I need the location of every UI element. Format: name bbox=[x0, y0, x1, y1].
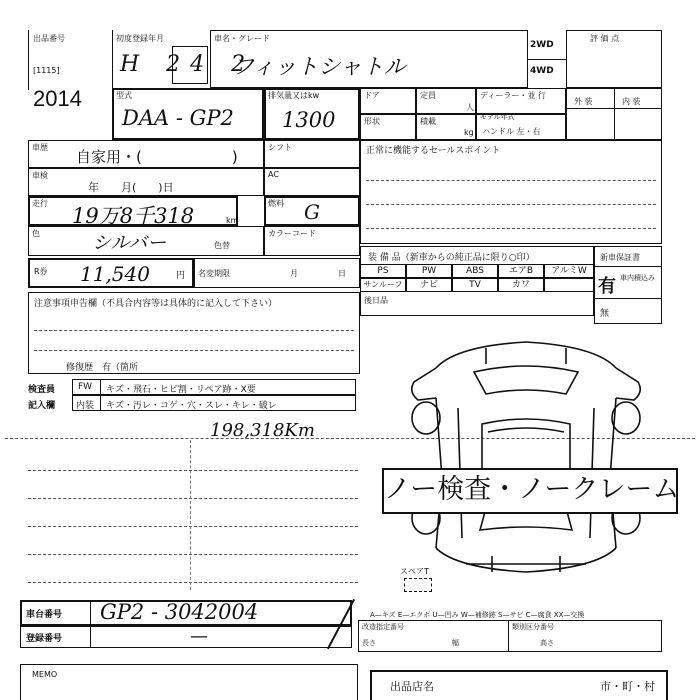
city-label: 市・町・村 bbox=[600, 680, 655, 693]
dotted-line bbox=[366, 228, 656, 229]
dealer-label: ディーラー・並 行 bbox=[480, 91, 546, 100]
registration-value: — bbox=[190, 626, 208, 647]
chassis-label: 車台番号 bbox=[26, 610, 63, 620]
recycle-value: 11,540 bbox=[80, 262, 150, 286]
chassis-value: GP2 - 3042004 bbox=[100, 600, 259, 624]
equipment-sunroof: サンルーフ bbox=[360, 278, 406, 292]
dotted-line bbox=[28, 554, 358, 555]
designated-label: 改造指定番号 bbox=[362, 623, 404, 631]
mileage-note: 198,318Km bbox=[210, 420, 315, 441]
dotted-line bbox=[34, 330, 354, 331]
model-value: DAA - GP2 bbox=[122, 106, 234, 130]
displacement-value: 1300 bbox=[282, 108, 336, 132]
name-grade-value: フィットシャトル bbox=[232, 55, 406, 80]
equipment-pw: PW bbox=[406, 264, 452, 278]
memo-label: MEMO bbox=[32, 670, 58, 679]
inspection-label: 車検 bbox=[32, 171, 48, 180]
dotted-line bbox=[366, 180, 656, 181]
model-label: 型式 bbox=[116, 91, 132, 100]
warranty-absent: 無 bbox=[600, 309, 610, 319]
first-reg-label: 初度登録年月 bbox=[116, 34, 164, 43]
ac-label: AC bbox=[268, 170, 279, 179]
dotted-line bbox=[28, 498, 358, 499]
equipment-blank bbox=[544, 278, 594, 292]
shift-label: シフト bbox=[268, 143, 292, 152]
aftermarket-label: 後日品 bbox=[364, 296, 388, 305]
inspector-label-2: 記入欄 bbox=[28, 401, 56, 411]
notes-label: 注意事項申告欄（不具合内容等は具体的に記入して下さい） bbox=[34, 299, 278, 309]
name-grade-label: 車名・グレード bbox=[214, 34, 270, 43]
inspection-value: 年 月( )日 bbox=[88, 181, 174, 194]
divider bbox=[594, 266, 662, 267]
door-label: ドア bbox=[364, 91, 380, 100]
handle-label: ハンドル 左・右 bbox=[482, 127, 541, 136]
inspector-fw-items: キズ・飛石・ヒビ割・リペア跡・X要 bbox=[106, 385, 256, 395]
seller-label: 出品店名 bbox=[390, 680, 434, 693]
first-reg-value: H 24 2 bbox=[120, 52, 256, 77]
category-label: 類別区分番号 bbox=[512, 623, 554, 631]
first-reg-month-box bbox=[172, 46, 208, 84]
dotted-line bbox=[28, 526, 358, 527]
drive-2wd: 2WD bbox=[530, 40, 554, 50]
divider bbox=[594, 298, 662, 299]
color-code-label: カラーコード bbox=[268, 229, 316, 238]
model-year: 2014 bbox=[33, 86, 82, 111]
dotted-line bbox=[34, 350, 354, 351]
equipment-ps: PS bbox=[360, 264, 406, 278]
memo-box bbox=[20, 664, 358, 700]
dotted-divider bbox=[190, 440, 191, 590]
mileage-unit: km bbox=[226, 216, 239, 225]
equipment-abs: ABS bbox=[452, 264, 498, 278]
usage-value: 自家用・( ) bbox=[76, 148, 238, 166]
capacity-label: 定員 bbox=[420, 91, 436, 100]
registration-box bbox=[20, 626, 352, 648]
equipment-label: 装 備 品（新車からの純正品に限り○印） bbox=[368, 253, 535, 263]
displacement-label: 排気量又はkw bbox=[268, 91, 320, 100]
damage-legend: A—キズ E—エクボ U—凹み W—補修跡 S—サビ C—腐食 XX—交換 bbox=[370, 611, 585, 619]
name-change-label: 名変期限 bbox=[198, 269, 230, 278]
divider bbox=[614, 88, 615, 140]
color-label: 色 bbox=[32, 229, 40, 238]
fuel-label: 燃料 bbox=[268, 199, 284, 208]
exterior-label: 外 装 bbox=[574, 97, 593, 106]
color-value: シルバー bbox=[92, 232, 167, 254]
width-label: 幅 bbox=[452, 639, 459, 647]
equipment-airbag: エアB bbox=[498, 264, 544, 278]
recycle-unit: 円 bbox=[176, 271, 186, 281]
divider bbox=[528, 59, 566, 60]
repair-label: 修復歴 有（箇所 bbox=[66, 363, 139, 373]
recycle-label: R券 bbox=[34, 267, 48, 276]
car-damage-diagram bbox=[396, 328, 656, 598]
selling-points-label: 正常に機能するセールスポイント bbox=[366, 146, 501, 156]
equipment-alloy: アルミW bbox=[544, 264, 594, 278]
name-change-day: 日 bbox=[338, 269, 346, 278]
name-grade-box bbox=[210, 30, 528, 88]
load-unit: kg bbox=[464, 128, 474, 137]
shape-label: 形状 bbox=[364, 117, 380, 126]
length-label: 長さ bbox=[362, 639, 376, 647]
inspector-fw-label: FW bbox=[78, 382, 93, 392]
ref-code: [1115] bbox=[33, 66, 60, 75]
left-border bbox=[28, 30, 29, 90]
model-year-label: モデル年式 bbox=[480, 113, 515, 121]
divider bbox=[508, 620, 509, 652]
color-change-label: 色替 bbox=[214, 241, 230, 250]
lot-number-label: 出品番号 bbox=[33, 34, 65, 43]
equipment-leather: カワ bbox=[498, 278, 544, 292]
equipment-tv: TV bbox=[452, 278, 498, 292]
name-change-month: 月 bbox=[290, 269, 298, 278]
inspector-interior-items: キズ・汚レ・コゲ・穴・スレ・キレ・破レ bbox=[106, 401, 277, 411]
equipment-navi: ナビ bbox=[406, 278, 452, 292]
height-label: 高さ bbox=[540, 639, 554, 647]
mileage-value: 19万8千318 bbox=[72, 204, 195, 228]
spare-tire-box bbox=[404, 578, 432, 592]
interior-label: 内 装 bbox=[622, 97, 641, 106]
no-inspection-stamp: ノー検査・ノークレーム bbox=[382, 468, 678, 514]
divider bbox=[112, 30, 113, 88]
score-label: 評 価 点 bbox=[590, 34, 620, 43]
usage-label: 車歴 bbox=[32, 143, 48, 152]
dotted-line bbox=[28, 582, 358, 583]
mileage-label: 走行 bbox=[32, 199, 48, 208]
dotted-line bbox=[366, 204, 656, 205]
warranty-present: 有 bbox=[598, 276, 616, 297]
load-label: 積載 bbox=[420, 117, 436, 126]
fuel-value: G bbox=[304, 200, 320, 224]
inspector-interior-label: 内装 bbox=[76, 401, 95, 411]
dotted-line bbox=[28, 470, 358, 471]
drive-4wd: 4WD bbox=[530, 66, 554, 76]
warranty-present-note: 車内積込み bbox=[620, 274, 655, 282]
spare-tire-label: スペアT bbox=[400, 567, 429, 576]
registration-label: 登録番号 bbox=[26, 634, 63, 644]
capacity-unit: 人 bbox=[466, 103, 474, 112]
inspector-label-1: 検査員 bbox=[28, 385, 56, 395]
warranty-label: 新車保証書 bbox=[600, 253, 640, 262]
